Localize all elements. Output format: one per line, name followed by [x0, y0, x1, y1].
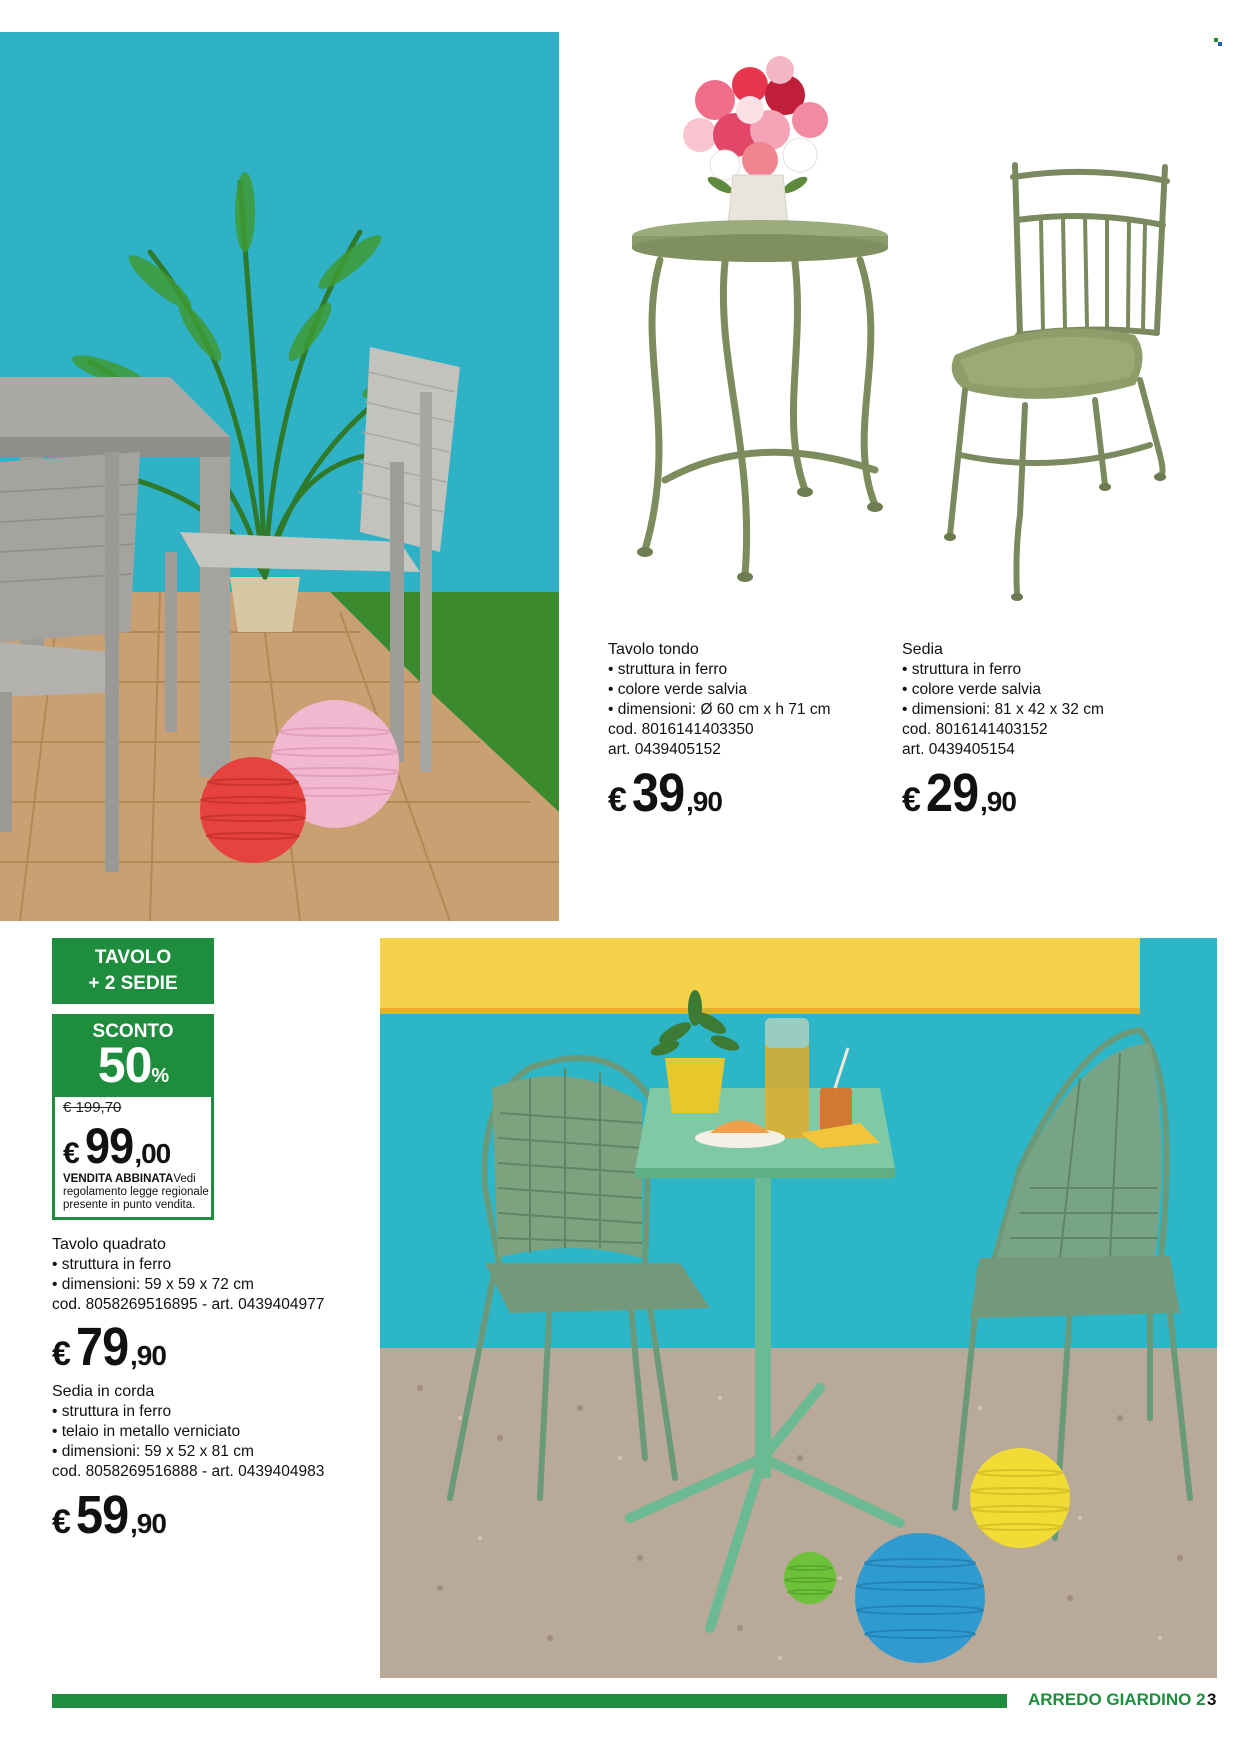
price-currency: €: [608, 781, 626, 819]
rope-chair-feature: • struttura in ferro: [52, 1403, 172, 1420]
price-currency: €: [63, 1137, 79, 1170]
combo-sale-note-text: Vedi regolamento legge regionale presente in punto vendita.: [63, 1173, 209, 1211]
image-metal-chair-sage: [935, 155, 1195, 615]
price-integer: 99: [84, 1118, 133, 1174]
square-table-feature: • dimensioni: 59 x 59 x 72 cm: [52, 1276, 254, 1293]
round-table-feature: • colore verde salvia: [608, 681, 747, 698]
discount-header: [55, 1017, 211, 1097]
discount-box: [52, 1014, 214, 1220]
brand-mark-icon: [1214, 33, 1222, 41]
metal-chair-cod: cod. 8016141403152: [902, 721, 1048, 738]
metal-chair-price: [902, 762, 1016, 824]
discount-label: SCONTO: [92, 1021, 174, 1042]
round-table-price: [608, 762, 722, 824]
rope-chair-title: Sedia in corda: [52, 1383, 155, 1400]
combo-badge-line2: + 2 SEDIE: [88, 973, 178, 994]
metal-chair-art: art. 0439405154: [902, 741, 1015, 758]
page-number: 3: [1207, 1690, 1217, 1709]
square-table-feature: • struttura in ferro: [52, 1256, 172, 1273]
combo-price: [63, 1117, 170, 1175]
square-table-description: [52, 1235, 324, 1315]
old-price: € 199,70: [63, 1099, 122, 1116]
price-integer: 79: [75, 1317, 129, 1377]
metal-chair-title: Sedia: [902, 641, 943, 658]
rope-chair-price: [52, 1484, 166, 1546]
discount-percent: [55, 1037, 211, 1101]
discount-value: 50: [97, 1037, 152, 1093]
price-decimals: ,00: [134, 1138, 171, 1169]
price-currency: €: [52, 1503, 70, 1541]
footer-section-title: ARREDO GIARDINO 2: [1028, 1690, 1206, 1709]
price-integer: 29: [925, 763, 979, 823]
combo-badge: [52, 938, 214, 1004]
square-table-title: Tavolo quadrato: [52, 1236, 166, 1253]
round-table-feature: • dimensioni: Ø 60 cm x h 71 cm: [608, 701, 831, 718]
rope-chair-feature: • dimensioni: 59 x 52 x 81 cm: [52, 1443, 254, 1460]
price-decimals: ,90: [980, 786, 1016, 817]
square-table-cod-art: cod. 8058269516895 - art. 0439404977: [52, 1296, 325, 1313]
round-table-art: art. 0439405152: [608, 741, 721, 758]
metal-chair-feature: • colore verde salvia: [902, 681, 1041, 698]
price-currency: €: [902, 781, 920, 819]
rope-chair-feature: • telaio in metallo verniciato: [52, 1423, 241, 1440]
metal-chair-feature: • dimensioni: 81 x 42 x 32 cm: [902, 701, 1104, 718]
discount-symbol: %: [151, 1065, 169, 1087]
rope-chair-description: [52, 1382, 324, 1482]
price-decimals: ,90: [130, 1340, 166, 1371]
round-table-cod: cod. 8016141403350: [608, 721, 754, 738]
price-integer: 39: [631, 763, 685, 823]
price-currency: €: [52, 1335, 70, 1373]
price-integer: 59: [75, 1485, 129, 1545]
combo-badge-line1: TAVOLO: [94, 947, 172, 968]
metal-chair-feature: • struttura in ferro: [902, 661, 1022, 678]
footer-bar: [52, 1694, 1007, 1708]
square-table-price: [52, 1316, 166, 1378]
image-round-table-sage: [605, 50, 925, 595]
round-table-description: [608, 640, 831, 760]
combo-sale-note: [63, 1173, 211, 1212]
photo-garden-table-set: [0, 32, 559, 921]
combo-sale-note-bold: VENDITA ABBINATA: [63, 1173, 174, 1185]
rope-chair-cod-art: cod. 8058269516888 - art. 0439404983: [52, 1463, 325, 1480]
round-table-title: Tavolo tondo: [608, 641, 699, 658]
price-decimals: ,90: [686, 786, 722, 817]
metal-chair-description: [902, 640, 1104, 760]
photo-bistro-rope-set: [380, 938, 1217, 1678]
round-table-feature: • struttura in ferro: [608, 661, 728, 678]
price-decimals: ,90: [130, 1508, 166, 1539]
